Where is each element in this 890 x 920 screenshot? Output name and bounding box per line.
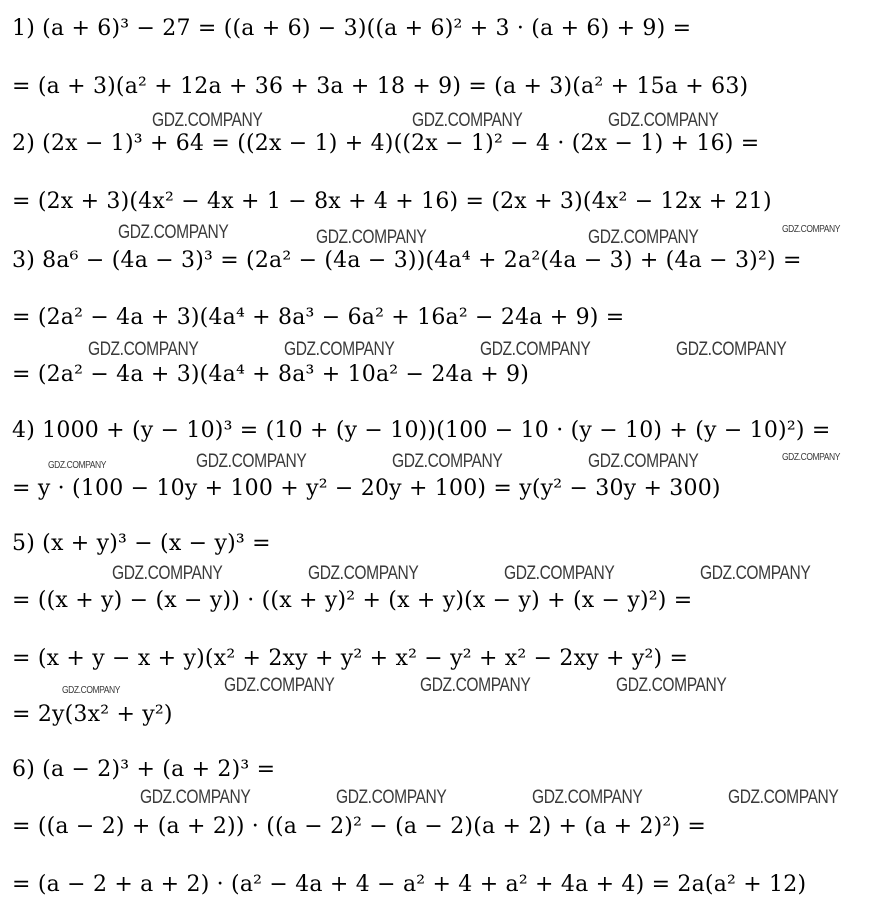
watermark: GDZ.COMPANY [700, 563, 811, 584]
watermark: GDZ.COMPANY [48, 460, 106, 471]
watermark: GDZ.COMPANY [336, 787, 447, 808]
math-line-9: = y · (100 − 10y + 100 + y² − 20y + 100) = y(y² − 30y + 300) [12, 476, 721, 501]
math-line-15: = ((a − 2) + (a + 2)) · ((a − 2)² − (a − 2)(a + 2) + (a + 2)²) = [12, 814, 707, 839]
math-line-11: = ((x + y) − (x − y)) · ((x + y)² + (x + y)(x − y) + (x − y)²) = [12, 588, 693, 613]
watermark: GDZ.COMPANY [152, 110, 263, 131]
watermark: GDZ.COMPANY [62, 685, 120, 696]
watermark: GDZ.COMPANY [112, 563, 223, 584]
watermark: GDZ.COMPANY [480, 339, 591, 360]
math-line-8: 4) 1000 + (y − 10)³ = (10 + (y − 10))(100 − 10 · (y − 10) + (y − 10)²) = [12, 418, 831, 443]
watermark: GDZ.COMPANY [196, 451, 307, 472]
watermark: GDZ.COMPANY [392, 451, 503, 472]
watermark: GDZ.COMPANY [316, 227, 427, 248]
math-line-2: = (a + 3)(a² + 12a + 36 + 3a + 18 + 9) = (a + 3)(a² + 15a + 63) [12, 74, 749, 99]
watermark: GDZ.COMPANY [588, 451, 699, 472]
math-line-12: = (x + y − x + y)(x² + 2xy + y² + x² − y² + x² − 2xy + y²) = [12, 646, 689, 671]
watermark: GDZ.COMPANY [588, 227, 699, 248]
math-line-1: 1) (a + 6)³ − 27 = ((a + 6) − 3)((a + 6)² + 3 · (a + 6) + 9) = [12, 16, 692, 41]
watermark: GDZ.COMPANY [782, 224, 840, 235]
watermark: GDZ.COMPANY [420, 675, 531, 696]
watermark: GDZ.COMPANY [676, 339, 787, 360]
watermark: GDZ.COMPANY [532, 787, 643, 808]
math-line-13: = 2y(3x² + y²) [12, 702, 173, 727]
watermark: GDZ.COMPANY [616, 675, 727, 696]
watermark: GDZ.COMPANY [608, 110, 719, 131]
watermark: GDZ.COMPANY [412, 110, 523, 131]
math-line-6: = (2a² − 4a + 3)(4a⁴ + 8a³ − 6a² + 16a² − 24a + 9) = [12, 305, 625, 330]
math-line-14: 6) (a − 2)³ + (a + 2)³ = [12, 757, 276, 782]
watermark: GDZ.COMPANY [284, 339, 395, 360]
math-line-3: 2) (2x − 1)³ + 64 = ((2x − 1) + 4)((2x − 1)² − 4 · (2x − 1) + 16) = [12, 131, 760, 156]
watermark: GDZ.COMPANY [140, 787, 251, 808]
watermark: GDZ.COMPANY [308, 563, 419, 584]
math-line-10: 5) (x + y)³ − (x − y)³ = [12, 531, 271, 556]
watermark: GDZ.COMPANY [728, 787, 839, 808]
watermark: GDZ.COMPANY [504, 563, 615, 584]
watermark: GDZ.COMPANY [88, 339, 199, 360]
watermark: GDZ.COMPANY [224, 675, 335, 696]
math-line-4: = (2x + 3)(4x² − 4x + 1 − 8x + 4 + 16) = (2x + 3)(4x² − 12x + 21) [12, 189, 772, 214]
watermark: GDZ.COMPANY [782, 452, 840, 463]
watermark: GDZ.COMPANY [118, 222, 229, 243]
math-line-7: = (2a² − 4a + 3)(4a⁴ + 8a³ + 10a² − 24a + 9) [12, 362, 530, 387]
math-line-16: = (a − 2 + a + 2) · (a² − 4a + 4 − a² + 4 + a² + 4a + 4) = 2a(a² + 12) [12, 872, 807, 897]
math-line-5: 3) 8a⁶ − (4a − 3)³ = (2a² − (4a − 3))(4a⁴ + 2a²(4a − 3) + (4a − 3)²) = [12, 248, 802, 273]
